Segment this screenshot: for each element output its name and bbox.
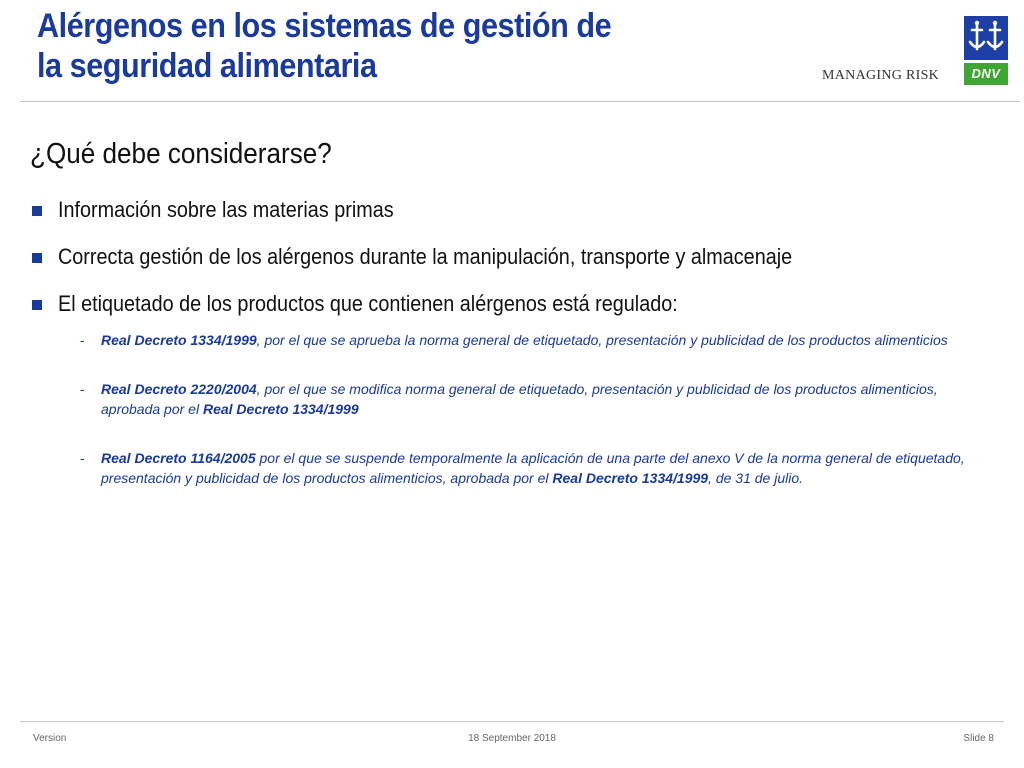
- regulation-description: por el que se suspende temporalmente la aplicación de una parte del anexo V de la norma general de etiquetado, presentación y publicidad de los productos alimenticios, aprobada por el: [101, 450, 965, 486]
- header-divider: [20, 101, 1020, 102]
- bullet-item: [30, 196, 990, 224]
- section-heading: ¿Qué debe considerarse?: [30, 138, 332, 170]
- footer-version: Version: [33, 733, 67, 744]
- bullet-text: Información sobre las materias primas: [58, 197, 394, 222]
- regulation-text: [101, 448, 980, 488]
- regulation-description: , por el que se modifica norma general de etiquetado, presentación y publicidad de los productos alimenticios, aprobada por el: [101, 381, 938, 417]
- regulation-item: [80, 379, 980, 419]
- dash-marker: -: [80, 381, 85, 397]
- square-bullet-icon: [32, 253, 42, 263]
- footer-divider: [20, 721, 1004, 722]
- square-bullet-icon: [32, 206, 42, 216]
- dash-marker: -: [80, 332, 85, 348]
- dnv-wordmark: DNV: [964, 63, 1008, 85]
- decree-reference: Real Decreto 1334/1999: [552, 470, 709, 486]
- bullet-item: [30, 243, 990, 271]
- dnv-logo: [964, 16, 1008, 85]
- footer-slide-number: Slide 8: [963, 733, 994, 744]
- bullet-list: [30, 196, 990, 337]
- slide-title: [37, 6, 721, 86]
- slide-title-line2: la seguridad alimentaria: [37, 47, 377, 85]
- decree-reference: Real Decreto 1334/1999: [202, 401, 359, 417]
- tagline: MANAGING RISK: [822, 68, 940, 83]
- decree-name: Real Decreto 1164/2005: [101, 450, 256, 466]
- footer-date: 18 September 2018: [468, 733, 556, 744]
- slide-title-line1: Alérgenos en los sistemas de gestión de: [37, 7, 612, 45]
- square-bullet-icon: [32, 300, 42, 310]
- bullet-text: El etiquetado de los productos que contienen alérgenos está regulado:: [58, 291, 678, 316]
- anchor-lions-emblem-icon: [964, 16, 1008, 60]
- bullet-item: [30, 290, 990, 318]
- regulation-description: , por el que se aprueba la norma general de etiquetado, presentación y publicidad de los productos alimenticios: [256, 332, 948, 348]
- regulation-description-end: , de 31 de julio.: [708, 470, 804, 486]
- bullet-text: Correcta gestión de los alérgenos durante la manipulación, transporte y almacenaje: [58, 244, 793, 269]
- regulation-text: [101, 330, 948, 350]
- decree-name: Real Decreto 1334/1999: [101, 332, 257, 348]
- regulation-text: [101, 379, 980, 419]
- regulation-item: [80, 330, 980, 350]
- dash-marker: -: [80, 450, 85, 466]
- decree-name: Real Decreto 2220/2004: [101, 381, 257, 397]
- regulation-list: [80, 330, 980, 517]
- regulation-item: [80, 448, 980, 488]
